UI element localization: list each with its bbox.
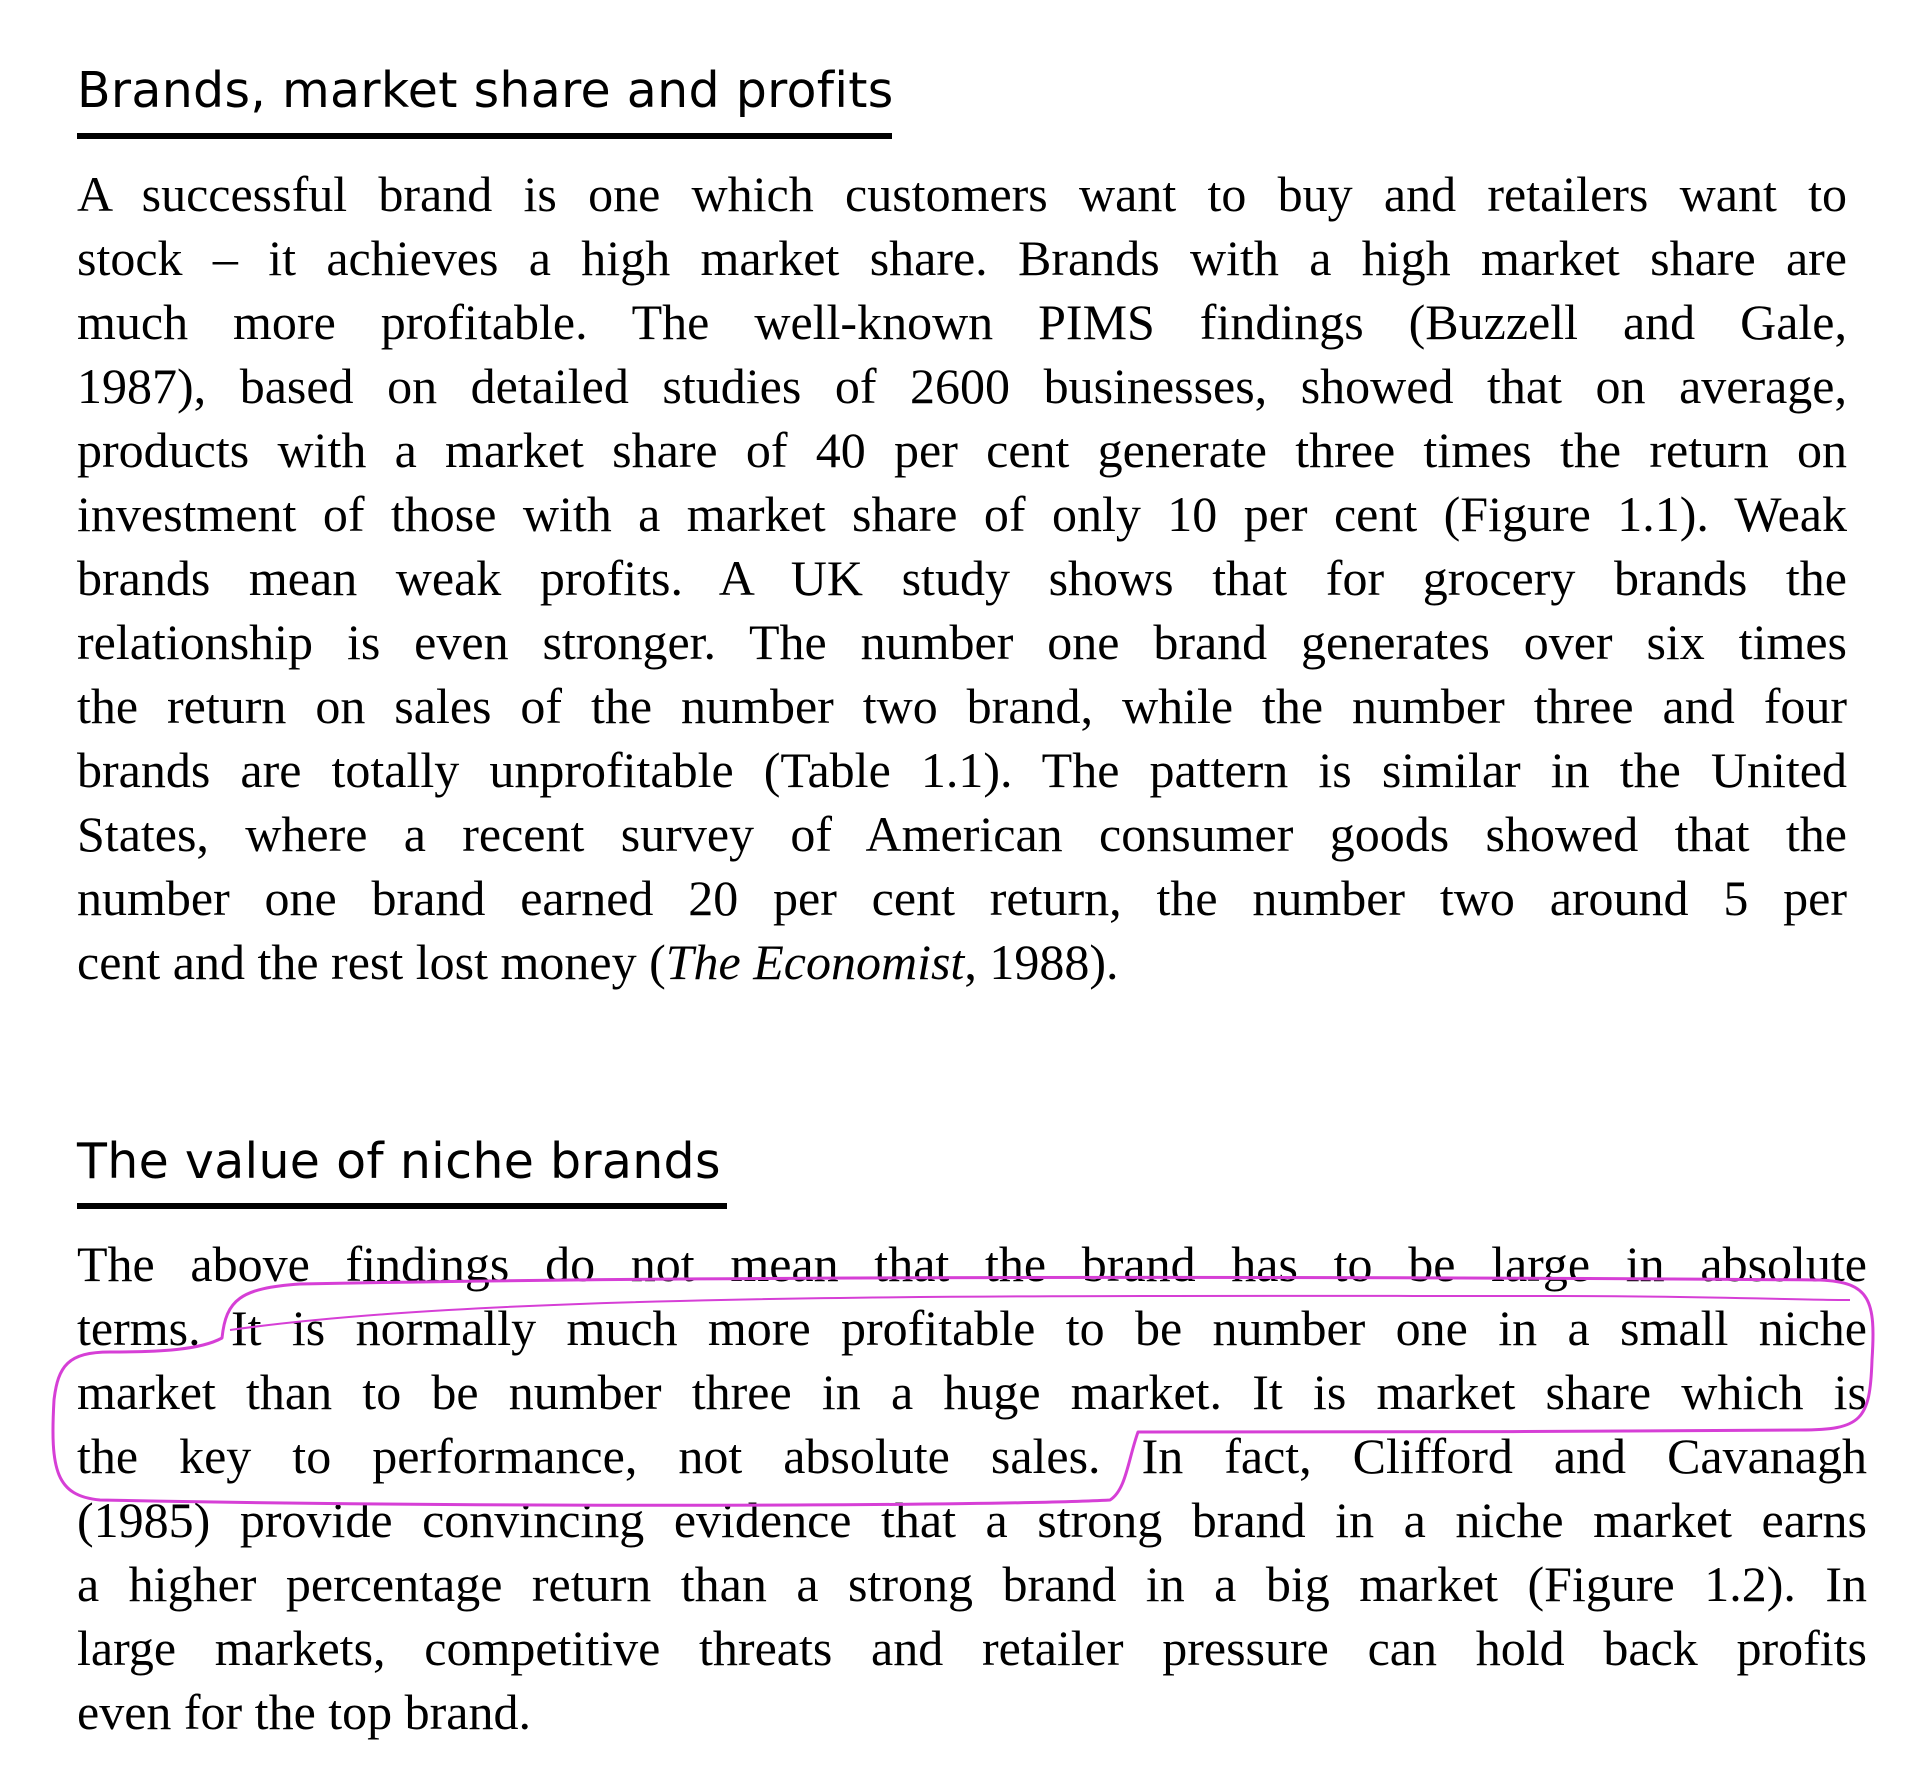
text-line: 1987), based on detailed studies of 2600 businesses, showed that on average, <box>77 358 1847 414</box>
text-line: the return on sales of the number two brand, while the number three and four <box>77 678 1847 734</box>
text-line: products with a market share of 40 per cent generate three times the return on <box>77 422 1847 478</box>
text-line: States, where a recent survey of American consumer goods showed that the <box>77 806 1847 862</box>
text-line: brands are totally unprofitable (Table 1.1). The pattern is similar in the United <box>77 742 1847 798</box>
text-line: even for the top brand. <box>77 1684 532 1740</box>
citation-year: , 1988). <box>964 934 1119 990</box>
text-line: relationship is even stronger. The number one brand generates over six times <box>77 614 1847 670</box>
text-line: much more profitable. The well-known PIMS findings (Buzzell and Gale, <box>77 294 1847 350</box>
text-line: investment of those with a market share of only 10 per cent (Figure 1.1). Weak <box>77 486 1847 542</box>
text-line: the key to performance, not absolute sales. In fact, Clifford and Cavanagh <box>77 1428 1867 1484</box>
text-line <box>77 930 1847 994</box>
section-heading-brands-market-share: Brands, market share and profits <box>77 62 894 119</box>
paragraph-niche-brands <box>77 1232 1867 1744</box>
text-line: A successful brand is one which customers want to buy and retailers want to <box>77 166 1847 222</box>
text-line: terms. It is normally much more profitable to be number one in a small niche <box>77 1300 1867 1356</box>
text-line: market than to be number three in a huge market. It is market share which is <box>77 1364 1867 1420</box>
citation-text: cent and the rest lost money ( <box>77 934 666 990</box>
section-heading-niche-brands: The value of niche brands <box>77 1133 721 1190</box>
text-line: a higher percentage return than a strong brand in a big market (Figure 1.2). In <box>77 1556 1867 1612</box>
heading-underline <box>77 133 892 139</box>
text-line: large markets, competitive threats and retailer pressure can hold back profits <box>77 1620 1867 1676</box>
paragraph-brands-market-share <box>77 162 1847 994</box>
text-line: stock – it achieves a high market share. Brands with a high market share are <box>77 230 1847 286</box>
heading-underline <box>77 1203 727 1209</box>
text-line: brands mean weak profits. A UK study shows that for grocery brands the <box>77 550 1847 606</box>
citation-italic: The Economist <box>665 934 965 990</box>
text-line: number one brand earned 20 per cent return, the number two around 5 per <box>77 870 1847 926</box>
text-line: (1985) provide convincing evidence that a strong brand in a niche market earns <box>77 1492 1867 1548</box>
text-line: The above findings do not mean that the brand has to be large in absolute <box>77 1236 1867 1292</box>
